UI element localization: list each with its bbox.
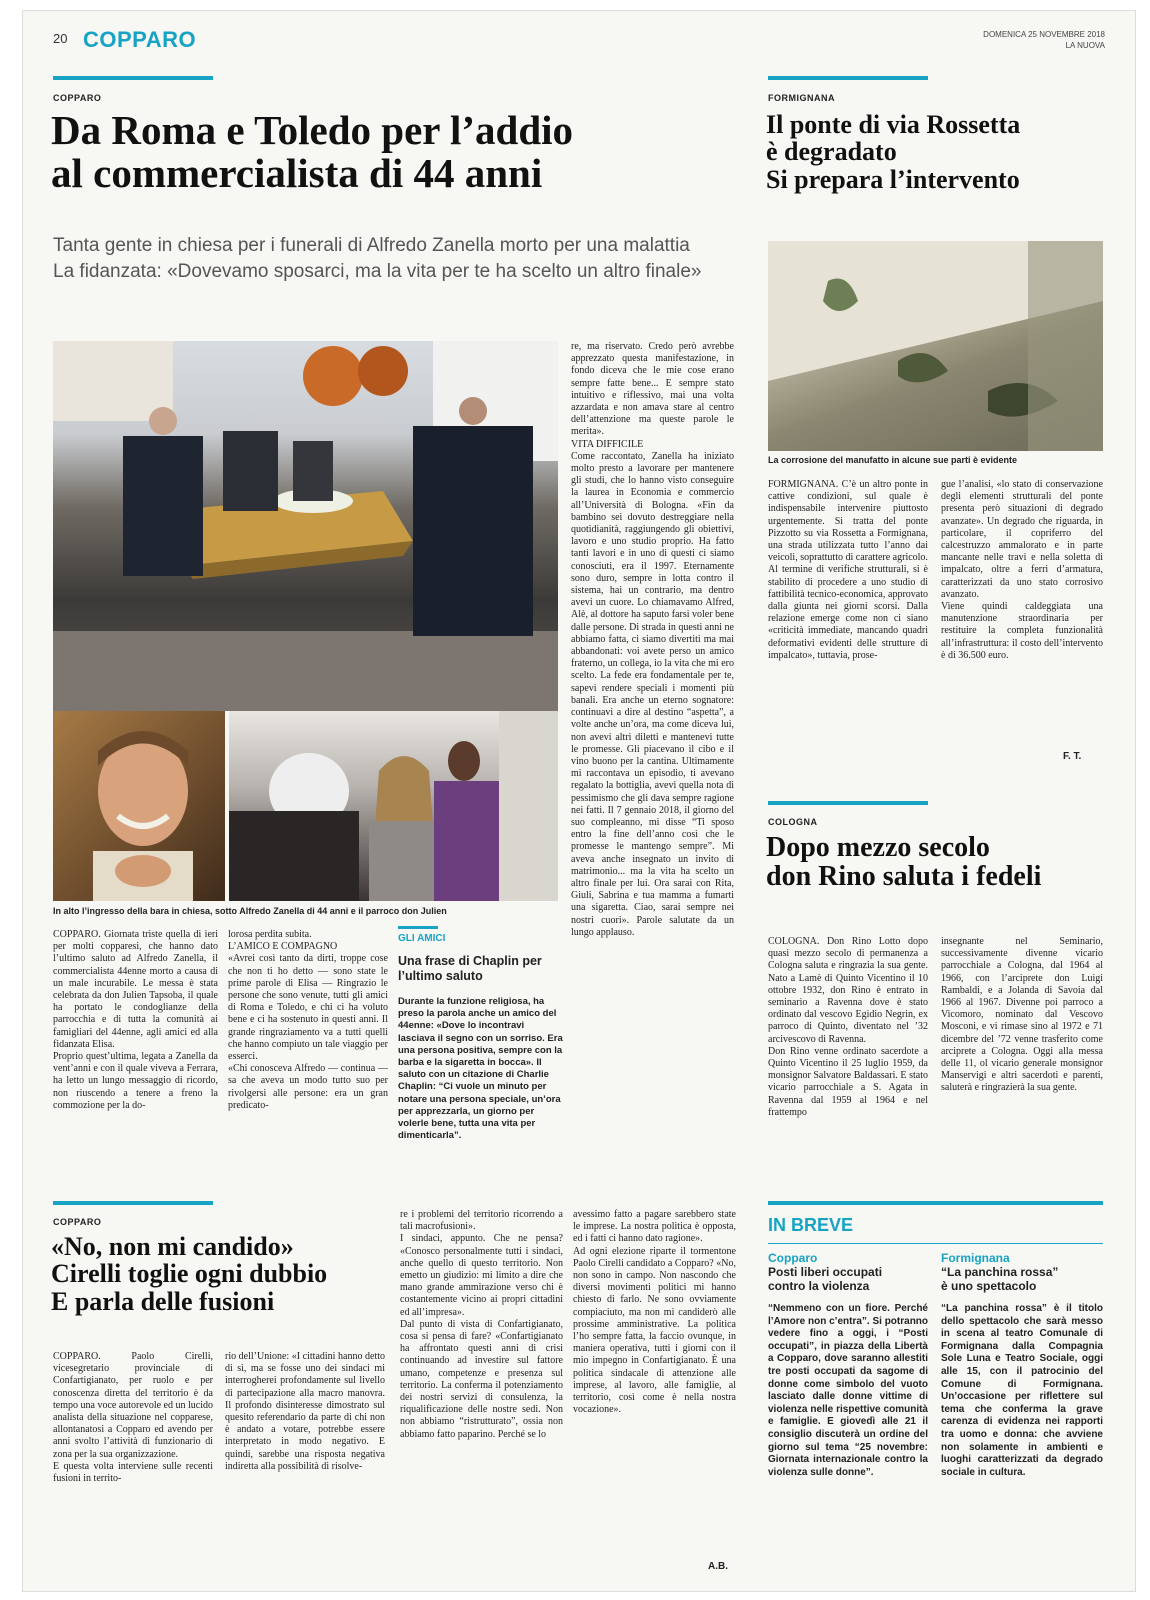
main-col-3: re, ma riservato. Credo però avrebbe apprezzato questa manifestazione, in fondo diceva che le mie cose erano sempre fatte bene... E sempre stato intuitivo e riflessivo, mai una volta azzardata e non amava stare al centro dell’attenzione ma queste parole le merita». VITA DIFFICILE Come raccontato, Zanella ha iniziato molto presto a lavorare per mantenere gli studi, che lo hanno visto conseguire la laurea in Economia e commercio all’Università di Bologna. «Fin da bambino sei dovuto destreggiare nella quotidianità, raggiungendo gli obiettivi, lavoro e uno studio proprio. Ha fatto tanti lavori e in uno di questi ci siamo conosciuti, era il 1997. Eternamente sono duro, sempre in lotta contro il sistema, hai un contrario, ma dentro avevi un cuore. Lo chiamavamo Alfred, Alè, al dottore ha saputo farsi voler bene dalle persone. Di strada in questi anni ne abbiamo fatta, ci siamo divertiti ma mai abbandonati: voi avete perso un amico fraterno, un collega, io la vita che mi ero scelto. La fede era fondamentale per te, sapevi rendere speciali i momenti più banali. Era anche un eterno sognatore: continuavi a dire al destino “aspetta”, a volte anche un’ora, ma come diceva lui, non avevi altri diletti e mantenevi tutte le promesse. Gli piacevano il cibo e il vino buono per la cantina. Ultimamente mi raccontava un episodio, ti avevano regalato la bottiglia, avevi quella nota di pessimismo che gli dava sempre ragione nei fatti. Il 7 gennaio 2018, il giorno del suo compleanno, mi disse “Ti sposo entro la fine dell’anno così che le promesse le mantengo sempre”. Mi aveva anche insegnato un invito di matrimonio... ma la vita ha scelto un altro finale per lui. Ora sarai con Rita, Giuli, Sabrina e tua mamma a fumarti una sigaretta. Ciao, sarai sempre nei nostri cuori». Parole salutate da un lungo applauso. xyxy=(571,341,734,938)
main-kicker: COPPARO xyxy=(53,93,102,103)
amici-title: Una frase di Chaplin per l’ultimo saluto xyxy=(398,954,542,983)
main-headline xyxy=(51,109,751,195)
cirelli-headline-line1: «No, non mi candido» xyxy=(51,1232,294,1261)
cirelli-col-2: rio dell’Unione: «I cittadini hanno detto di sì, ma se fosse uno dei sindaci mi interrogherei profondamente sul livello di partecipazione alla macro manovra. Il profondo disinteresse dimostrato sul quesito referendario da parte di chi non è andato a votare, potrebbe essere interpretato in modo negativo. E quindi, sarebbe una risposta negativa indiretta alla possibilità di risolve- xyxy=(225,1351,385,1472)
ponte-col-1: FORMIGNANA. C’è un altro ponte in cattive condizioni, sul quale è indispensabile intervenire piuttosto urgentemente. Si tratta del ponte Pizzotto su via Rossetta a Formignana, una strada utilizzata tutto l’anno dai veicoli, soprattutto di carattere agricolo. Al termine di verifiche strutturali, si è stabilito di procedere a uno studio di fattibilità tecnico-economica, approvato dalla giunta nei giorni scorsi. Dalla relazione emerge come non ci siano «criticità immediate, mancando quadri deformativi evidenti delle strutture di impalcato», tuttavia, prose- xyxy=(768,479,928,661)
ponte-headline xyxy=(766,111,1106,193)
amici-rule xyxy=(398,926,438,929)
breve-right xyxy=(941,1251,1103,1591)
cirelli-headline-line2: Cirelli toglie ogni dubbio xyxy=(51,1259,328,1289)
cirelli-kicker: COPPARO xyxy=(53,1217,102,1227)
breve-title: IN BREVE xyxy=(768,1215,854,1235)
breve-left-place: Copparo xyxy=(768,1251,818,1265)
ponte-rule xyxy=(768,76,928,80)
breve-left xyxy=(768,1251,928,1591)
amici-box xyxy=(398,926,563,1186)
church-photo xyxy=(229,711,558,901)
paper-name: LA NUOVA xyxy=(1065,41,1105,50)
main-col-1: COPPARO. Giornata triste quella di ieri per molti copparesi, che hanno dato l’ultimo saluto ad Alfredo Zanella, il commercialista 44enne morto a causa di un male incurabile. Le messa è stata celebrata da don Julien Tapsoba, il quale ha portato le condoglianze della parrocchia e di tutta la comunità ai famigliari del 44enne, agli amici ed alla fidanzata Elisa. Proprio quest’ultima, legata a Zanella da vent’anni e con il quale viveva a Ferrara, ha letto un lungo messaggio di ricordo, non riuscendo a tenere a freno la commozione per la do- xyxy=(53,929,218,1111)
section-name: COPPARO xyxy=(83,27,197,52)
church-photo-art xyxy=(229,711,558,901)
cirelli-headline xyxy=(51,1233,411,1315)
breve-right-head-1: “La panchina rossa” xyxy=(941,1265,1059,1279)
main-photo-caption: In alto l’ingresso della bara in chiesa, sotto Alfredo Zanella di 44 anni e il parroco don Julien xyxy=(53,906,447,916)
issue-date: DOMENICA 25 NOVEMBRE 2018 xyxy=(983,30,1105,39)
rino-col-1: COLOGNA. Don Rino Lotto dopo quasi mezzo secolo di permanenza a Cologna saluta e ringrazia la sua gente. Nato a Lamè di Quinto Vicentino il 10 ottobre 1932, don Rino è entrato in seminario a Ravenna dove è stato ordinato dal vescovo Egidio Negrin, ex parroco di Quinto, diventato nel ’32 arcivescovo di Ravenna. Don Rino venne ordinato sacerdote a Quinto Vicentino il 25 luglio 1959, da monsignor Salvatore Baldassari. E stato vicario parrocchiale a S. Agata in Ravenna dal 1959 al 1964 e nel frattempo xyxy=(768,936,928,1118)
main-rule xyxy=(53,76,213,80)
ponte-headline-line2: è degradato xyxy=(766,137,897,167)
masthead-date xyxy=(983,29,1105,51)
cirelli-col-3: re i problemi del territorio ricorrendo a tali macrofusioni». I sindaci, appunto. Che ne pensa? «Conosco personalmente tutti i sindaci, anche quello di questo territorio. Non emetto un giudizio: mi limito a dire che mano grande ammirazione verso chi è costantemente vicino ai propri cittadini ed all’impresa». Dal punto di vista di Confartigianato, cosa si pensa di fare? «Confartigianato ha affrontato questi anni di crisi continuando ad investire sul fattore umano, competenze e presenza sul territorio. La conferma il potenziamento dei nostri servizi di consulenza, la riqualificazione delle nostre sedi. Non non abbiamo “ristrutturato”, ossia non abbiamo fatto paparino. Perché se lo xyxy=(400,1209,563,1440)
rino-headline-line1: Dopo mezzo secolo xyxy=(766,832,990,863)
bridge-photo-art xyxy=(768,241,1103,451)
cirelli-col-4: avessimo fatto a pagare sarebbero state le imprese. La nostra politica è opposta, ed i fatti ci hanno dato ragione». Ad ogni elezione riparte il tormentone Paolo Cirelli candidato a Copparo? «No, non sono in campo. Non nascondo che diversi movimenti politici mi hanno chiesto di farlo. Ne sono ovviamente compiaciuto, ma non mi candiderò alle prossime amministrative. La politica l’ho sempre fatta, la faccio ovunque, in maniera operativa, tutti i giorni con il mio impegno in Confartigianato. È una politica sindacale di attenzione alle imprese, al lavoro, alle famiglie, al territorio, così come è nella nostra vocazione». xyxy=(573,1209,736,1416)
breve-right-place: Formignana xyxy=(941,1251,1010,1265)
breve-rule xyxy=(768,1201,1103,1205)
ponte-caption: La corrosione del manufatto in alcune sue parti è evidente xyxy=(768,455,1018,465)
main-subhead-line1: Tanta gente in chiesa per i funerali di Alfredo Zanella morto per una malattia xyxy=(53,235,690,256)
breve-left-body: “Nemmeno con un fiore. Perché l’Amore non c’entra”. Si potranno vedere fino a oggi, i “Posti occupati”, in piazza della Libertà a Copparo, dove saranno allestiti tre posti occupati da sagome di donne come simbolo del vuoto lasciato dalle donne vittime di violenza nelle rispettive comunità e famiglie. E giovedì alle 21 il consiglio discuterà un ordine del giorno sul tema “25 novembre: Giornata internazionale contro la violenza sulle donne”. xyxy=(768,1303,928,1478)
bridge-photo xyxy=(768,241,1103,451)
rino-headline-line2: don Rino saluta i fedeli xyxy=(766,861,1042,893)
ponte-headline-line3: Si prepara l’intervento xyxy=(766,164,1020,194)
newspaper-page xyxy=(22,10,1136,1592)
page-number: 20 xyxy=(53,31,68,46)
breve-right-head-2: è uno spettacolo xyxy=(941,1279,1037,1293)
portrait-photo xyxy=(53,711,225,901)
main-headline-line1: Da Roma e Toledo per l’addio xyxy=(51,107,574,153)
main-col-2: lorosa perdita subita. L’AMICO E COMPAGNO «Avrei così tanto da dirti, troppe cose che non ti ho detto — sono state le prime parole di Elisa — Ringrazio le persone che sono venute, tutti gli amici di Roma e Toledo, e chi ci ha voluto bene e ci ha sostenuto in questi anni. Il grande ringraziamento va a tutti quelli che hanno compiuto un tale viaggio per esserci. «Chi conosceva Alfredo — continua — sa che aveva un modo tutto suo per rivolgersi alle persone: era un gran predicato- xyxy=(228,929,388,1111)
breve-left-head-2: contro la violenza xyxy=(768,1279,870,1293)
main-headline-line2: al commercialista di 44 anni xyxy=(51,150,543,197)
cirelli-rule xyxy=(53,1201,213,1205)
breve-right-body: “La panchina rossa” è il titolo dello spettacolo che sarà messo in scena al teatro Comunale di Formignana dalla Compagnia Sole Luna e Teatro Sociale, oggi alle 15, con il patrocinio del Comune di Formignana. Un’occasione per riflettere sul tema che conferma la grave carenza di evidenza nei rapporti tra uomo e donna: che avviene non solamente in ambienti e luoghi caratterizzati da degrado sociale in cultura. xyxy=(941,1303,1103,1478)
rino-col-2: insegnante nel Seminario, successivamente divenne vicario parrocchiale a Cologna, dal 1964 al 1966, con l’arciprete don Luigi Rambaldi, e a Jolanda di Savoia dal 1966 al 1967. Divenne poi parroco a Vicomoro, nominato dal Vescovo Mosconi, e vi rimase sino al 1972 e 71 dicembre del ’72 venne trasferito come arciprete a Cologna. Oggi alla messa delle 11, ol vicario generale monsignor Manservigi e altri sacerdoti e parenti, saluterà e ringrazierà la sua gente. xyxy=(941,936,1103,1094)
ponte-col-2: gue l’analisi, «lo stato di conservazione degli elementi strutturali del ponte presenta però situazioni di degrado avanzate». Un degrado che riguarda, in particolare, il copriferro del calcestruzzo ammalorato e in parte mancante nelle travi e nella soletta di impalcato, oltre a ferri d’armatura, caratterizzati da uno stato corrosivo avanzato. Viene quindi caldeggiata una manutenzione straordinaria per restituire la completa funzionalità all’infrastruttura: il costo dell’intervento è di 36.500 euro. xyxy=(941,479,1103,661)
funeral-photo xyxy=(53,341,558,711)
ponte-headline-line1: Il ponte di via Rossetta xyxy=(766,110,1021,139)
rino-kicker: COLOGNA xyxy=(768,817,818,827)
ponte-kicker: FORMIGNANA xyxy=(768,93,835,103)
cirelli-col-1: COPPARO. Paolo Cirelli, vicesegretario provinciale di Confartigianato, per ruolo e per conoscenza diretta del territorio è da tempo una voce autorevole ed un lucido analista della situazione nel copparese, allontanatosi a Copparo ed avendo per anni svolto l’attività di funzionario di zona per la sua organizzazione. E questa volta interviene sulle recenti fusioni in territo- xyxy=(53,1351,213,1485)
portrait-photo-art xyxy=(53,711,225,901)
amici-body: Durante la funzione religiosa, ha preso la parola anche un amico del 44enne: «Dove lo incontravi lasciava il segno con un sorriso. Era una persona positiva, sempre con la barba e la sigaretta in bocca». Il saluto con un citazione di Charlie Chaplin: “Ci vuole un minuto per notare una persona speciale, un’ora per apprezzarla, un giorno per volerle bene, tutta una vita per dimenticarla”. xyxy=(398,996,563,1142)
breve-left-head-1: Posti liberi occupati xyxy=(768,1265,883,1279)
main-subhead-line2: La fidanzata: «Dovevamo sposarci, ma la vita per te ha scelto un altro finale» xyxy=(53,261,702,282)
cirelli-signature: A.B. xyxy=(708,1561,728,1572)
rino-rule xyxy=(768,801,928,805)
amici-kicker: GLI AMICI xyxy=(398,933,446,944)
funeral-photo-art xyxy=(53,341,558,711)
ponte-signature: F. T. xyxy=(1063,751,1082,762)
main-subhead xyxy=(53,233,753,285)
cirelli-headline-line3: E parla delle fusioni xyxy=(51,1286,275,1316)
rino-headline xyxy=(766,833,1106,892)
breve-divider xyxy=(768,1243,1103,1244)
